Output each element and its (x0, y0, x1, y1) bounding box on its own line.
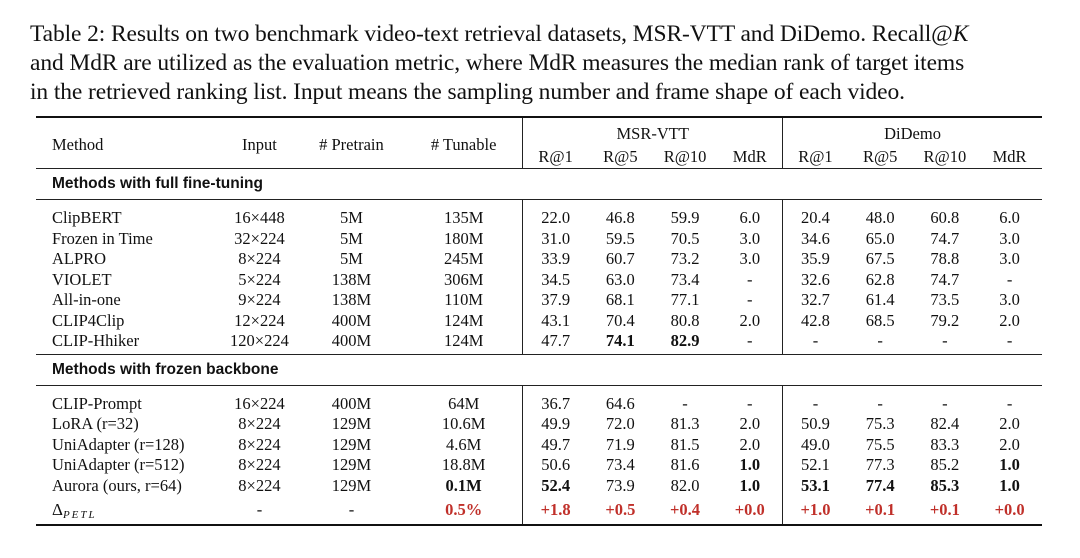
input-cell: 120×224 (230, 331, 289, 351)
delta-cell: +1.0 (783, 498, 848, 525)
table-row (36, 290, 1042, 311)
metric-cell: 74.1 (605, 331, 635, 351)
metric-cell: 74.7 (930, 228, 960, 248)
method-cell: ALPRO (52, 249, 107, 269)
tunable-cell: 124M (443, 310, 484, 330)
table-row (36, 385, 1042, 414)
header-metric: R@5 (603, 147, 638, 166)
tunable-cell: 245M (443, 249, 484, 269)
metric-cell: 33.9 (523, 249, 588, 270)
pretrain-cell: 129M (331, 414, 372, 434)
metric-cell: 81.5 (670, 434, 700, 454)
metric-cell: - (977, 385, 1042, 414)
metric-cell: - (1006, 269, 1013, 289)
metric-cell: 67.5 (865, 249, 895, 269)
metric-cell: 70.4 (605, 310, 635, 330)
section-frozen-backbone (36, 354, 1042, 385)
metric-cell: 79.2 (930, 310, 960, 330)
metric-cell: 49.9 (523, 414, 588, 435)
metric-cell: 48.0 (848, 200, 913, 229)
metric-cell: 6.0 (977, 200, 1042, 229)
metric-cell: 49.7 (523, 435, 588, 456)
section-title: Methods with frozen backbone (36, 354, 1042, 385)
tunable-cell: 10.6M (441, 414, 486, 434)
header-metric: R@5 (862, 147, 898, 166)
metric-cell: 2.0 (739, 434, 761, 454)
metric-cell: 1.0 (999, 455, 1020, 475)
input-cell: 8×224 (238, 455, 281, 475)
metric-cell: 36.7 (523, 385, 588, 414)
metric-cell: 47.7 (523, 331, 588, 354)
method-cell: All-in-one (52, 290, 121, 310)
tunable-cell: 124M (443, 331, 484, 351)
metric-cell: - (783, 331, 848, 354)
metric-cell: 68.1 (605, 290, 635, 310)
metric-cell: 6.0 (717, 200, 782, 229)
metric-cell: - (877, 331, 883, 351)
metric-cell: 71.9 (605, 434, 635, 454)
metric-cell: 32.7 (783, 290, 848, 311)
header-tunable: # Tunable (430, 135, 497, 154)
metric-cell: 53.1 (783, 476, 848, 499)
metric-cell: 73.5 (930, 290, 960, 310)
tunable-cell: 18.8M (441, 455, 486, 475)
pretrain-cell: 129M (331, 434, 372, 454)
header-metric: R@1 (523, 146, 588, 169)
table-row (36, 270, 1042, 291)
metric-cell: 3.0 (999, 290, 1020, 310)
metric-cell: 3.0 (739, 249, 761, 269)
table-row (36, 249, 1042, 270)
metric-cell: 73.4 (605, 455, 635, 475)
method-cell: VIOLET (52, 269, 112, 289)
pretrain-cell: 5M (339, 249, 363, 269)
method-cell: CLIP4Clip (52, 310, 125, 330)
metric-cell: 73.4 (670, 269, 700, 289)
metric-cell: 22.0 (523, 200, 588, 229)
input-cell: 5×224 (238, 269, 281, 289)
metric-cell: 35.9 (783, 249, 848, 270)
metric-cell: 2.0 (999, 414, 1020, 434)
table-row (36, 331, 1042, 354)
header-method: Method (52, 135, 104, 154)
metric-cell: 68.5 (865, 310, 895, 330)
metric-cell: 1.0 (999, 475, 1020, 495)
delta-cell: +0.1 (865, 500, 896, 519)
delta-subscript: PETL (62, 508, 97, 521)
pretrain-cell: 5M (300, 200, 403, 229)
metric-cell: 85.2 (930, 455, 960, 475)
delta-symbol: Δ (52, 499, 63, 519)
header-metric: R@1 (783, 146, 848, 169)
metric-cell: 1.0 (739, 475, 761, 495)
metric-cell: 73.9 (605, 475, 635, 495)
metric-cell: 81.6 (670, 455, 700, 475)
delta-cell: +0.0 (734, 500, 765, 519)
method-cell: Aurora (ours, r=64) (52, 475, 182, 495)
input-cell: 12×224 (234, 310, 285, 330)
method-cell: CLIP-Prompt (36, 385, 219, 414)
metric-cell: - (848, 385, 913, 414)
metric-cell: 73.2 (670, 249, 700, 269)
caption-line2: and MdR are utilized as the evaluation metric, where MdR measures the median rank of target items (30, 50, 965, 76)
input-cell: 8×224 (238, 475, 281, 495)
metric-cell: 49.0 (783, 435, 848, 456)
input-cell: 8×224 (238, 249, 281, 269)
metric-cell: - (1006, 331, 1013, 351)
method-cell: UniAdapter (r=128) (52, 434, 185, 454)
metric-cell: 64.6 (588, 385, 653, 414)
metric-cell: 83.3 (930, 434, 960, 454)
header-msrvtt: MSR-VTT (523, 117, 783, 146)
header-metric: R@10 (663, 147, 707, 166)
method-cell: Frozen in Time (52, 228, 153, 248)
metric-cell: 77.3 (865, 455, 895, 475)
input-cell: 16×224 (219, 385, 300, 414)
header-metric: MdR (992, 147, 1027, 166)
metric-cell: 74.7 (930, 269, 960, 289)
table-body (36, 169, 1042, 526)
metric-cell: 75.3 (865, 414, 895, 434)
metric-cell: 75.5 (865, 434, 895, 454)
delta-row (36, 498, 1042, 525)
pretrain-cell: 138M (331, 269, 372, 289)
metric-cell: 43.1 (523, 311, 588, 332)
pretrain-cell: 400M (300, 385, 403, 414)
table-row (36, 476, 1042, 499)
method-cell: ClipBERT (36, 200, 219, 229)
metric-cell: 37.9 (523, 290, 588, 311)
metric-cell: 31.0 (523, 229, 588, 250)
metric-cell: 50.9 (783, 414, 848, 435)
caption-line3: in the retrieved ranking list. Input means the sampling number and frame shape of each video. (30, 79, 905, 105)
metric-cell: 78.8 (930, 249, 960, 269)
method-cell: LoRA (r=32) (52, 414, 139, 434)
tunable-cell: 4.6M (446, 434, 482, 454)
metric-cell: 60.8 (913, 200, 978, 229)
metric-cell: 70.5 (670, 228, 700, 248)
metric-cell: 2.0 (739, 414, 761, 434)
pretrain-cell: 5M (339, 228, 363, 248)
metric-cell: 85.3 (930, 475, 960, 495)
metric-cell: 32.6 (783, 270, 848, 291)
delta-cell: +0.1 (929, 500, 960, 519)
table-caption (30, 20, 1060, 107)
tunable-cell: 306M (443, 269, 484, 289)
input-cell: - (256, 500, 263, 519)
metric-cell: 52.1 (783, 455, 848, 476)
metric-cell: 65.0 (865, 228, 895, 248)
table-row (36, 200, 1042, 229)
tunable-cell: 0.1M (445, 475, 482, 495)
pretrain-cell: 129M (331, 475, 372, 495)
delta-label (36, 498, 219, 525)
input-cell: 16×448 (219, 200, 300, 229)
metric-cell: - (783, 385, 848, 414)
metric-cell: 3.0 (999, 249, 1020, 269)
section-full-finetuning (36, 169, 1042, 200)
metric-cell: 34.5 (523, 270, 588, 291)
metric-cell: 59.9 (653, 200, 718, 229)
method-cell: UniAdapter (r=512) (52, 455, 185, 475)
table-row (36, 435, 1042, 456)
input-cell: 9×224 (238, 290, 281, 310)
pretrain-cell: 400M (331, 310, 372, 330)
method-cell: CLIP-Hhiker (52, 331, 140, 351)
header-didemo: DiDemo (783, 117, 1042, 146)
metric-cell: 59.5 (605, 228, 635, 248)
metric-cell: 81.3 (670, 414, 700, 434)
tunable-cell: 0.5% (445, 500, 483, 519)
metric-cell: - (717, 385, 782, 414)
delta-cell: +1.8 (523, 498, 588, 525)
tunable-cell: 110M (444, 290, 484, 310)
metric-cell: - (942, 331, 948, 351)
header-input: Input (242, 135, 277, 154)
header-pretrain: # Pretrain (319, 135, 384, 154)
metric-cell: 50.6 (523, 455, 588, 476)
delta-cell: +0.0 (994, 500, 1025, 519)
metric-cell: 42.8 (783, 311, 848, 332)
header-metric: R@10 (923, 147, 967, 166)
caption-line1: Table 2: Results on two benchmark video-text retrieval datasets, MSR-VTT and DiDemo. Recall@ (30, 21, 953, 47)
metric-cell: 1.0 (739, 455, 761, 475)
metric-cell: 2.0 (999, 434, 1020, 454)
pretrain-cell: - (348, 500, 355, 519)
metric-cell: 46.8 (588, 200, 653, 229)
input-cell: 8×224 (238, 434, 281, 454)
table-row (36, 414, 1042, 435)
metric-cell: 82.9 (670, 331, 700, 351)
table-row (36, 311, 1042, 332)
section-title: Methods with full fine-tuning (36, 169, 1042, 200)
header-metric: MdR (732, 147, 767, 166)
delta-cell: +0.5 (605, 500, 636, 519)
input-cell: 8×224 (238, 414, 281, 434)
metric-cell: 2.0 (739, 310, 761, 330)
metric-cell: 3.0 (999, 228, 1020, 248)
tunable-cell: 135M (403, 200, 523, 229)
metric-cell: 20.4 (783, 200, 848, 229)
pretrain-cell: 138M (331, 290, 372, 310)
table-row (36, 229, 1042, 250)
metric-cell: 3.0 (739, 228, 761, 248)
metric-cell: - (747, 269, 753, 289)
metric-cell: 82.0 (670, 475, 700, 495)
input-cell: 32×224 (234, 228, 285, 248)
tunable-cell: 180M (443, 228, 484, 248)
metric-cell: 77.4 (865, 475, 895, 495)
metric-cell: 60.7 (605, 249, 635, 269)
pretrain-cell: 129M (331, 455, 372, 475)
table-row (36, 455, 1042, 476)
metric-cell: - (653, 385, 718, 414)
metric-cell: - (747, 290, 753, 310)
metric-cell: - (913, 385, 978, 414)
pretrain-cell: 400M (331, 331, 372, 351)
metric-cell: 72.0 (605, 414, 635, 434)
metric-cell: 82.4 (930, 414, 960, 434)
metric-cell: 77.1 (670, 290, 700, 310)
metric-cell: 61.4 (865, 290, 895, 310)
metric-cell: 2.0 (999, 310, 1020, 330)
metric-cell: 62.8 (865, 269, 895, 289)
metric-cell: 34.6 (783, 229, 848, 250)
metric-cell: 52.4 (523, 476, 588, 499)
results-table (36, 116, 1042, 526)
tunable-cell: 64M (403, 385, 523, 414)
metric-cell: 63.0 (605, 269, 635, 289)
metric-cell: 80.8 (670, 310, 700, 330)
caption-k: K (952, 21, 969, 47)
metric-cell: - (747, 331, 753, 351)
delta-cell: +0.4 (670, 500, 701, 519)
